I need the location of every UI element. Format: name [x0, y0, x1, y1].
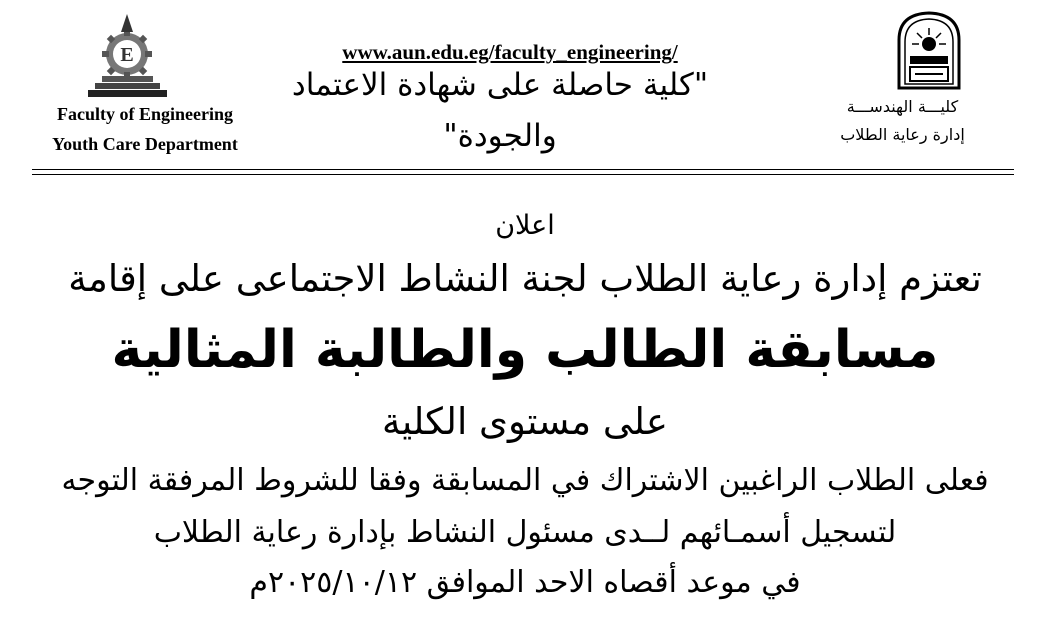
- arabic-department-name: إدارة رعاية الطلاب: [840, 125, 965, 144]
- faculty-engineering-logo-icon: [80, 12, 175, 107]
- faculty-website-link[interactable]: www.aun.edu.eg/faculty_engineering/: [342, 40, 678, 64]
- instructions-line-1: فعلى الطلاب الراغبين الاشتراك في المسابقة وفقا للشروط المرفقة التوجه: [61, 463, 989, 498]
- announcement-intro: تعتزم إدارة رعاية الطلاب لجنة النشاط الاجتماعى على إقامة: [68, 257, 982, 300]
- english-department-name: Youth Care Department: [52, 134, 238, 154]
- competition-title: مسابقة الطالب والطالبة المثالية: [111, 320, 939, 380]
- registration-deadline: في موعد أقصاه الاحد الموافق ٢٠٢٥/١٠/١٢م: [249, 565, 801, 600]
- header-divider-bottom: [32, 174, 1014, 175]
- arabic-faculty-name: كليـــة الهندســـة: [846, 97, 959, 116]
- svg-text:E: E: [120, 44, 134, 66]
- announcement-heading: اعلان: [495, 210, 555, 241]
- instructions-line-2: لتسجيل أسمـائهم لــدى مسئول النشاط بإدارة رعاية الطلاب: [153, 515, 897, 550]
- competition-level: على مستوى الكلية: [382, 400, 668, 443]
- accreditation-statement-line-1: "كلية حاصلة على شهادة الاعتماد: [291, 67, 709, 103]
- accreditation-statement-line-2: والجودة": [443, 118, 557, 154]
- english-faculty-name: Faculty of Engineering: [57, 104, 233, 124]
- university-emblem-logo-icon: [893, 10, 965, 90]
- header-divider-top: [32, 169, 1014, 170]
